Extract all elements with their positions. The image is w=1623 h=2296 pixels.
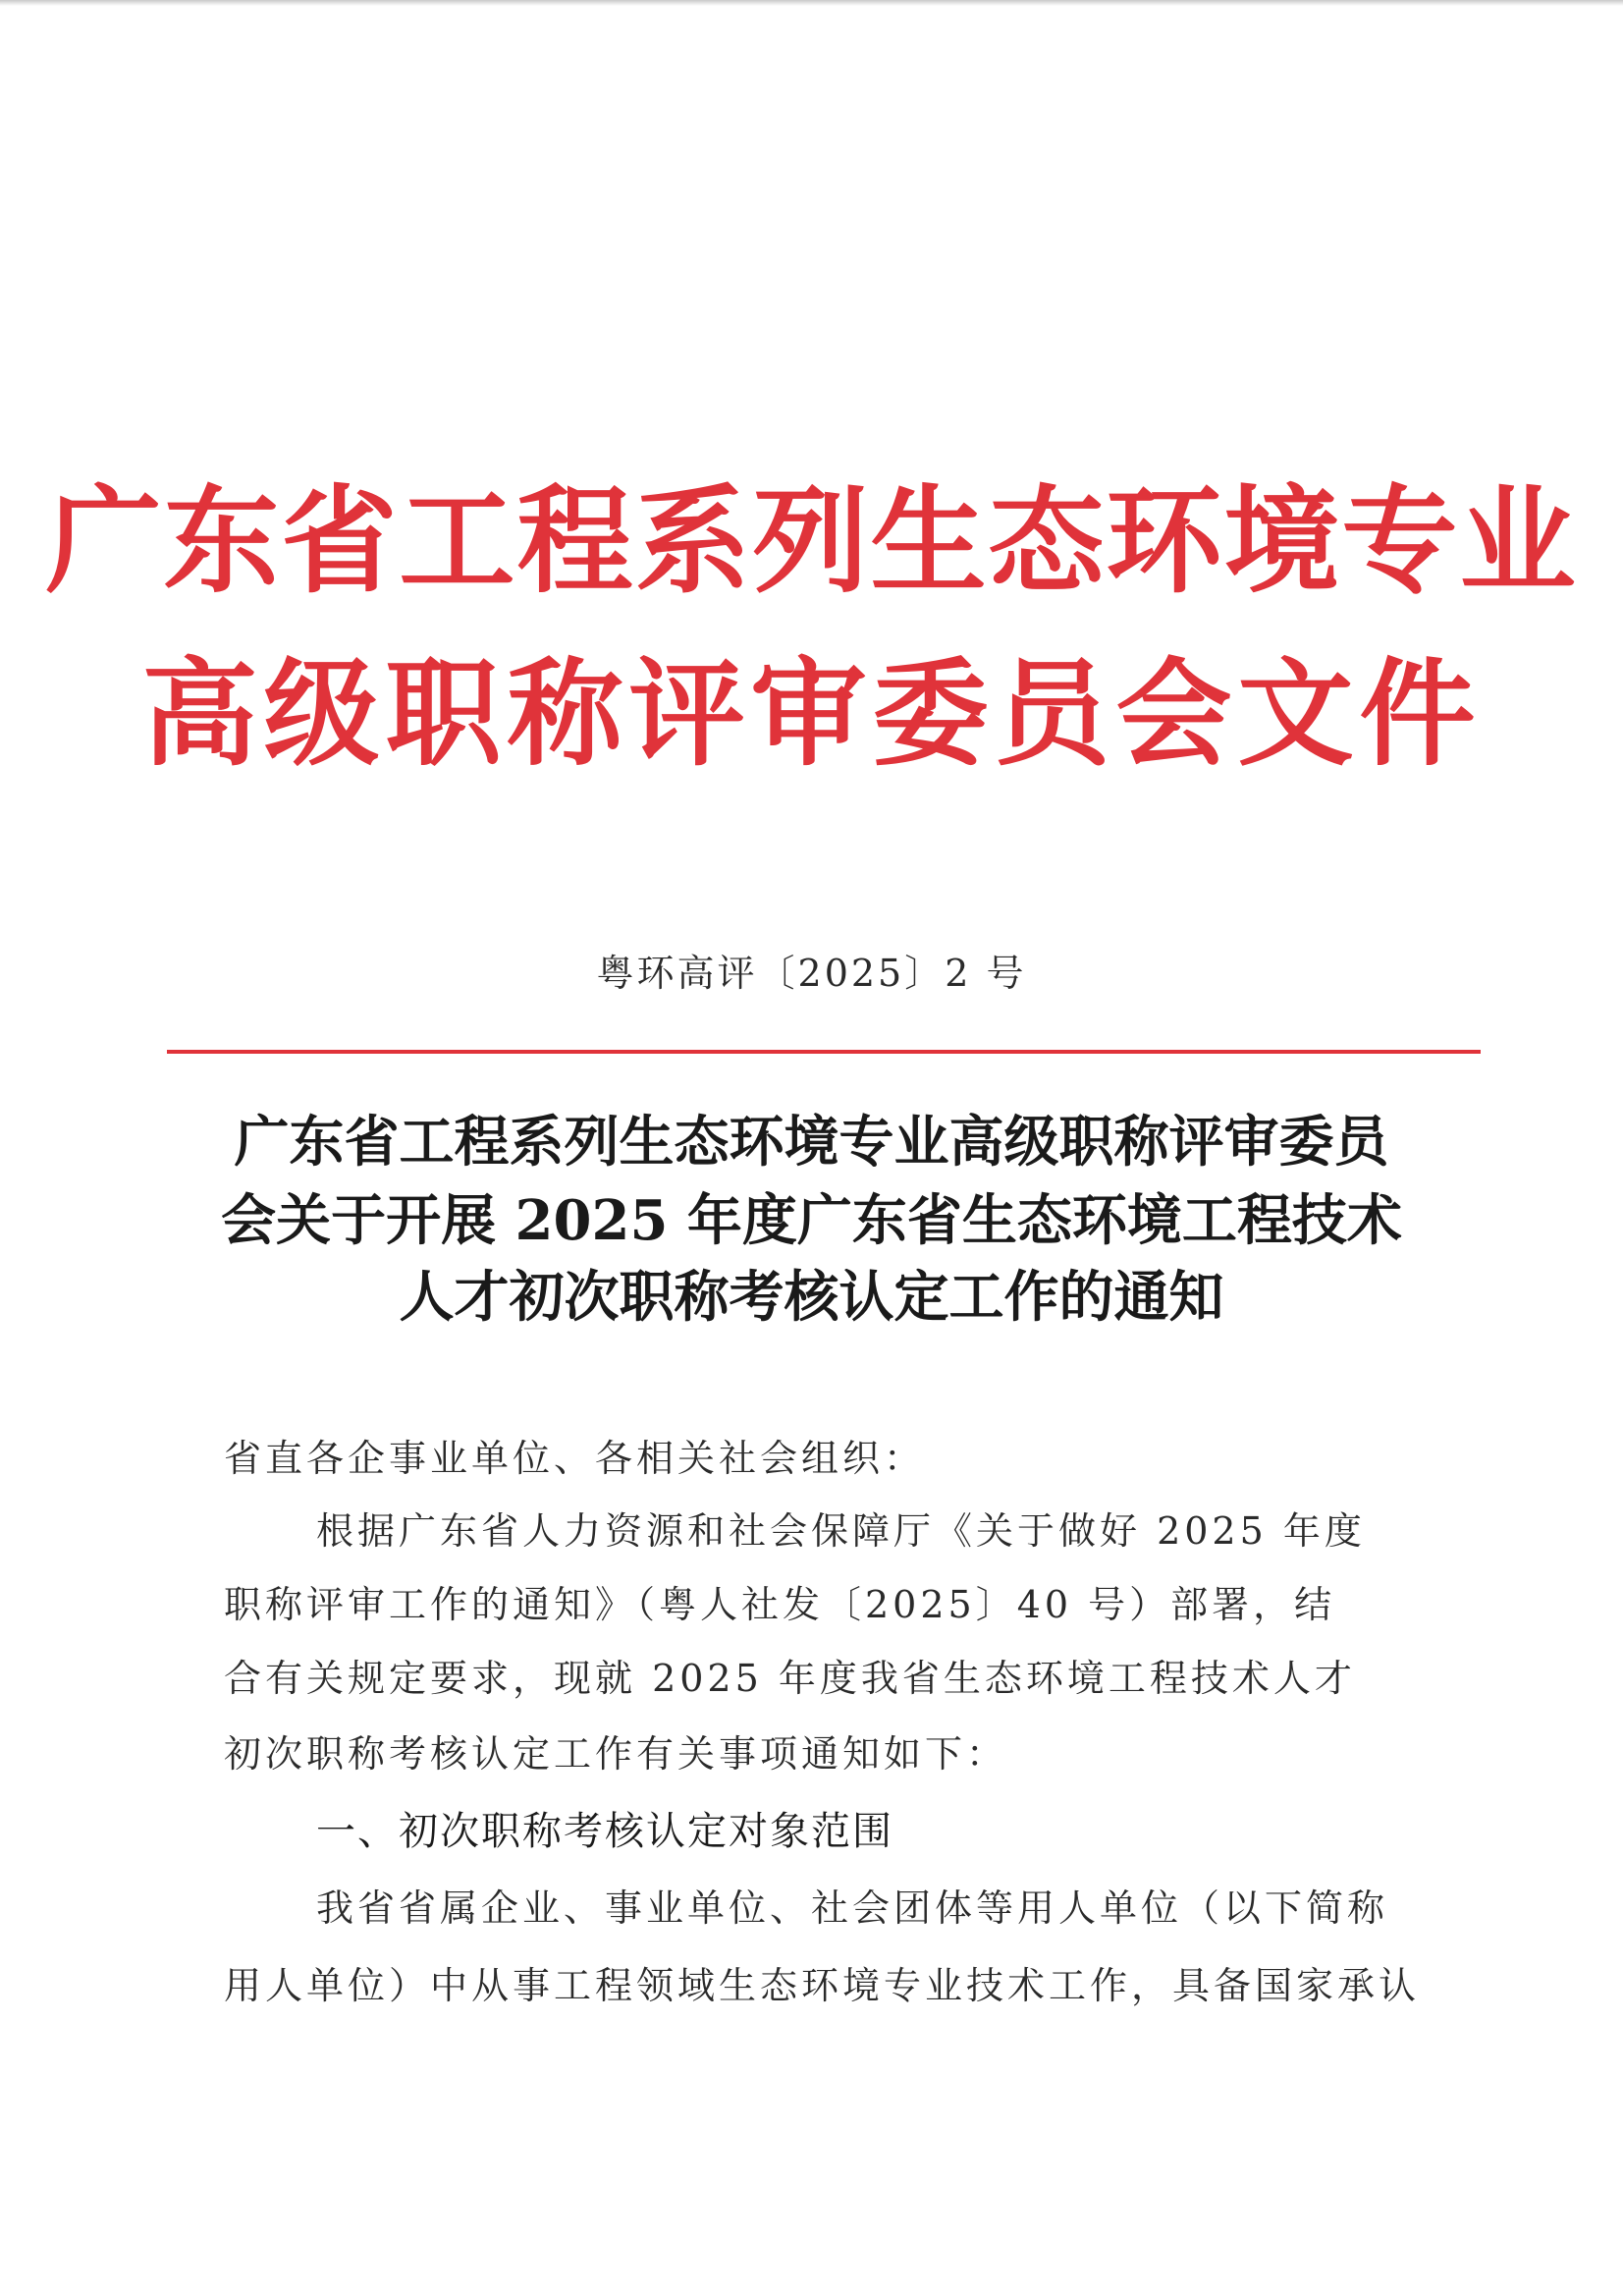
salutation: 省直各企事业单位、各相关社会组织： (224, 1437, 926, 1480)
red-divider-line (167, 1050, 1481, 1054)
notice-title-line-3: 人才初次职称考核认定工作的通知 (399, 1265, 1224, 1330)
document-number: 粤环高评〔2025〕2 号 (596, 952, 1027, 995)
section-1-heading: 一、初次职称考核认定对象范围 (316, 1809, 893, 1854)
scan-edge (0, 0, 1623, 6)
paragraph-1-line-2: 职称评审工作的通知》（粤人社发〔2025〕40 号）部署，结 (224, 1583, 1336, 1626)
notice-title-line-2: 会关于开展 2025 年度广东省生态环境工程技术 (221, 1188, 1402, 1253)
paragraph-2-line-2: 用人单位）中从事工程领域生态环境专业技术工作，具备国家承认 (224, 1964, 1421, 2007)
document-header-line-1: 广东省工程系列生态环境专业 (45, 472, 1578, 609)
paragraph-1-line-3: 合有关规定要求，现就 2025 年度我省生态环境工程技术人才 (224, 1657, 1356, 1700)
paragraph-2-line-1: 我省省属企业、事业单位、社会团体等用人单位（以下简称 (316, 1886, 1389, 1930)
document-header-line-2: 高级职称评审委员会文件 (141, 645, 1482, 782)
notice-title-line-1: 广东省工程系列生态环境专业高级职称评审委员 (234, 1110, 1389, 1175)
paragraph-1-line-4: 初次职称考核认定工作有关事项通知如下： (224, 1732, 1008, 1776)
paragraph-1-line-1: 根据广东省人力资源和社会保障厅《关于做好 2025 年度 (316, 1509, 1366, 1553)
